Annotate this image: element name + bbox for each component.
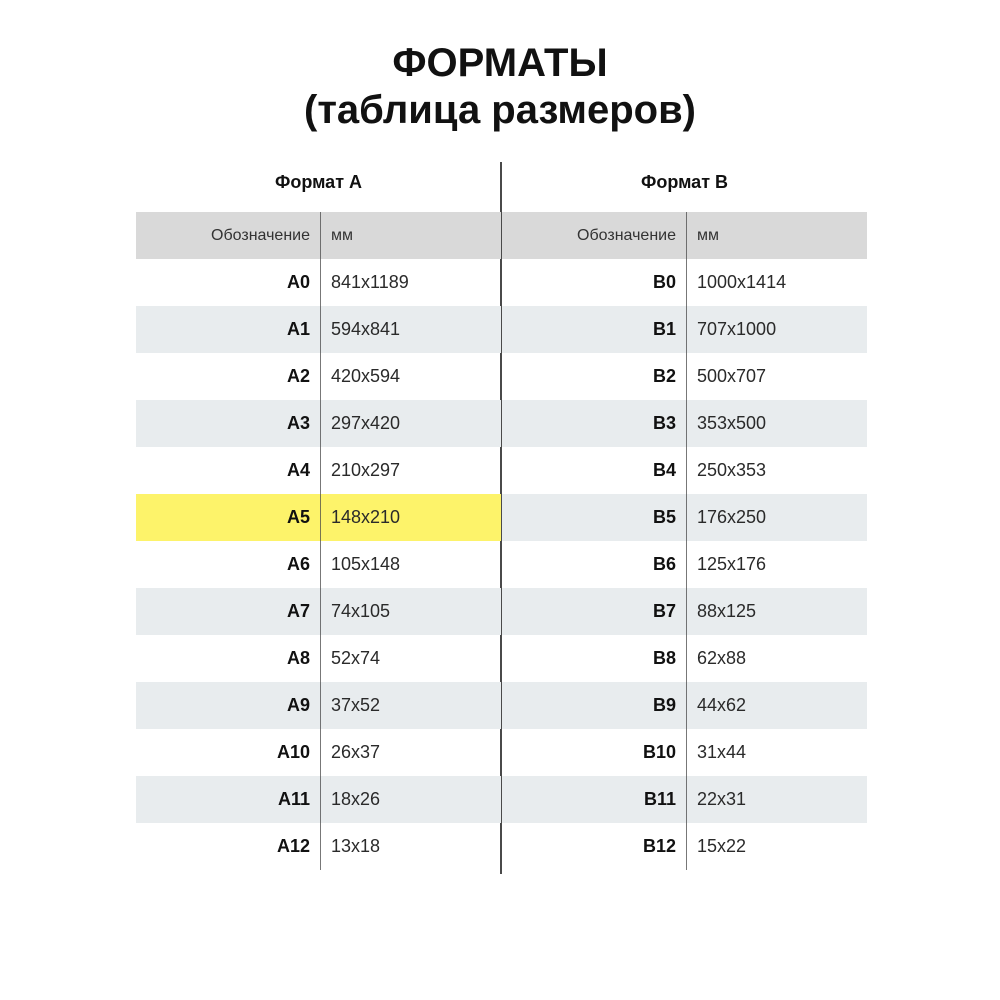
column-divider — [320, 400, 321, 447]
format-designation: A5 — [286, 507, 310, 527]
column-divider — [320, 588, 321, 635]
format-size-mm: 88x125 — [697, 601, 757, 621]
column-divider — [686, 588, 687, 635]
column-divider — [686, 541, 687, 588]
table-row — [502, 729, 867, 776]
table-row — [136, 635, 501, 682]
format-designation: A11 — [277, 789, 310, 809]
table-row — [136, 588, 501, 635]
format-designation: B2 — [652, 366, 676, 386]
column-divider — [686, 447, 687, 494]
table-row — [502, 682, 867, 729]
format-designation: B12 — [642, 836, 676, 856]
format-size-mm: 707x1000 — [697, 319, 777, 339]
format-designation: A7 — [286, 601, 310, 621]
format-size-mm: 26x37 — [331, 742, 381, 762]
format-size-mm: 297x420 — [331, 413, 401, 433]
table-row — [502, 353, 867, 400]
table-row — [136, 306, 501, 353]
column-header-designation: Обозначение — [577, 226, 676, 244]
column-divider — [320, 447, 321, 494]
format-size-mm: 52x74 — [331, 648, 381, 668]
column-divider — [320, 682, 321, 729]
format-size-mm: 1000x1414 — [697, 272, 787, 292]
table-row — [136, 400, 501, 447]
column-divider — [320, 729, 321, 776]
column-divider — [686, 353, 687, 400]
format-designation: B4 — [652, 460, 676, 480]
table-row — [502, 447, 867, 494]
format-size-mm: 15x22 — [697, 836, 747, 856]
table-row — [136, 776, 501, 823]
format-size-mm: 31x44 — [697, 742, 747, 762]
table-row — [136, 541, 501, 588]
format-size-mm: 37x52 — [331, 695, 381, 715]
table-row — [502, 400, 867, 447]
table-row — [502, 259, 867, 306]
format-designation: B9 — [652, 695, 676, 715]
column-divider — [686, 635, 687, 682]
format-designation: B7 — [652, 601, 676, 621]
table-row — [502, 823, 867, 870]
column-divider — [686, 729, 687, 776]
format-designation: B0 — [652, 272, 676, 292]
format-size-mm: 125x176 — [697, 554, 767, 574]
table-row-highlighted — [136, 494, 501, 541]
format-designation: A6 — [286, 554, 310, 574]
table-header-row — [136, 212, 501, 259]
table-row — [502, 588, 867, 635]
format-designation: A4 — [286, 460, 310, 480]
format-size-mm: 74x105 — [331, 601, 391, 621]
format-size-mm: 594x841 — [331, 319, 401, 339]
table-row — [502, 541, 867, 588]
format-designation: B1 — [652, 319, 676, 339]
column-divider — [320, 823, 321, 870]
format-size-mm: 210x297 — [331, 460, 401, 480]
format-designation: A9 — [286, 695, 310, 715]
format-designation: B11 — [643, 789, 676, 809]
format-size-mm: 841x1189 — [331, 272, 409, 292]
column-header-mm: мм — [331, 226, 353, 244]
format-a-table — [136, 212, 501, 870]
column-divider — [320, 212, 321, 259]
table-row — [502, 494, 867, 541]
format-designation: A12 — [276, 836, 310, 856]
format-b-table — [502, 212, 867, 870]
column-divider — [320, 776, 321, 823]
format-designation: B6 — [652, 554, 676, 574]
column-divider — [320, 541, 321, 588]
format-a-heading: Формат А — [274, 172, 363, 192]
format-a-panel — [136, 162, 501, 870]
format-size-mm: 13x18 — [331, 836, 381, 856]
column-divider — [686, 776, 687, 823]
column-divider — [320, 259, 321, 306]
format-designation: B8 — [652, 648, 676, 668]
format-size-mm: 44x62 — [697, 695, 747, 715]
table-row — [136, 729, 501, 776]
format-b-panel — [502, 162, 867, 870]
table-row — [502, 776, 867, 823]
format-size-mm: 353x500 — [697, 413, 767, 433]
format-designation: B5 — [652, 507, 676, 527]
format-designation: A2 — [286, 366, 310, 386]
column-divider — [686, 306, 687, 353]
column-divider — [320, 635, 321, 682]
table-header-row — [502, 212, 867, 259]
format-b-heading: Формат В — [640, 172, 729, 192]
format-size-mm: 62x88 — [697, 648, 747, 668]
column-divider — [686, 400, 687, 447]
format-designation: A8 — [286, 648, 310, 668]
format-size-mm: 22x31 — [697, 789, 747, 809]
table-row — [502, 306, 867, 353]
column-header-mm: мм — [697, 226, 719, 244]
format-size-mm: 176x250 — [697, 507, 767, 527]
format-size-mm: 420x594 — [331, 366, 401, 386]
page-subtitle: (таблица размеров) — [304, 88, 696, 132]
table-row — [136, 259, 501, 306]
table-row — [136, 447, 501, 494]
column-divider — [686, 259, 687, 306]
column-divider — [686, 494, 687, 541]
column-divider — [320, 353, 321, 400]
format-designation: A10 — [276, 742, 310, 762]
table-row — [502, 635, 867, 682]
table-row — [136, 682, 501, 729]
table-row — [136, 823, 501, 870]
column-header-designation: Обозначение — [211, 226, 310, 244]
column-divider — [320, 306, 321, 353]
format-size-mm: 18x26 — [331, 789, 381, 809]
format-size-mm: 105x148 — [331, 554, 401, 574]
format-designation: B10 — [642, 742, 676, 762]
format-designation: B3 — [652, 413, 676, 433]
format-designation: A3 — [286, 413, 310, 433]
column-divider — [686, 823, 687, 870]
format-designation: A1 — [286, 319, 310, 339]
format-size-mm: 500x707 — [697, 366, 767, 386]
table-row — [136, 353, 501, 400]
format-designation: A0 — [286, 272, 310, 292]
column-divider — [686, 212, 687, 259]
page-title: ФОРМАТЫ — [392, 41, 608, 85]
column-divider — [320, 494, 321, 541]
format-size-mm: 148x210 — [331, 507, 401, 527]
format-size-mm: 250x353 — [697, 460, 767, 480]
column-divider — [686, 682, 687, 729]
